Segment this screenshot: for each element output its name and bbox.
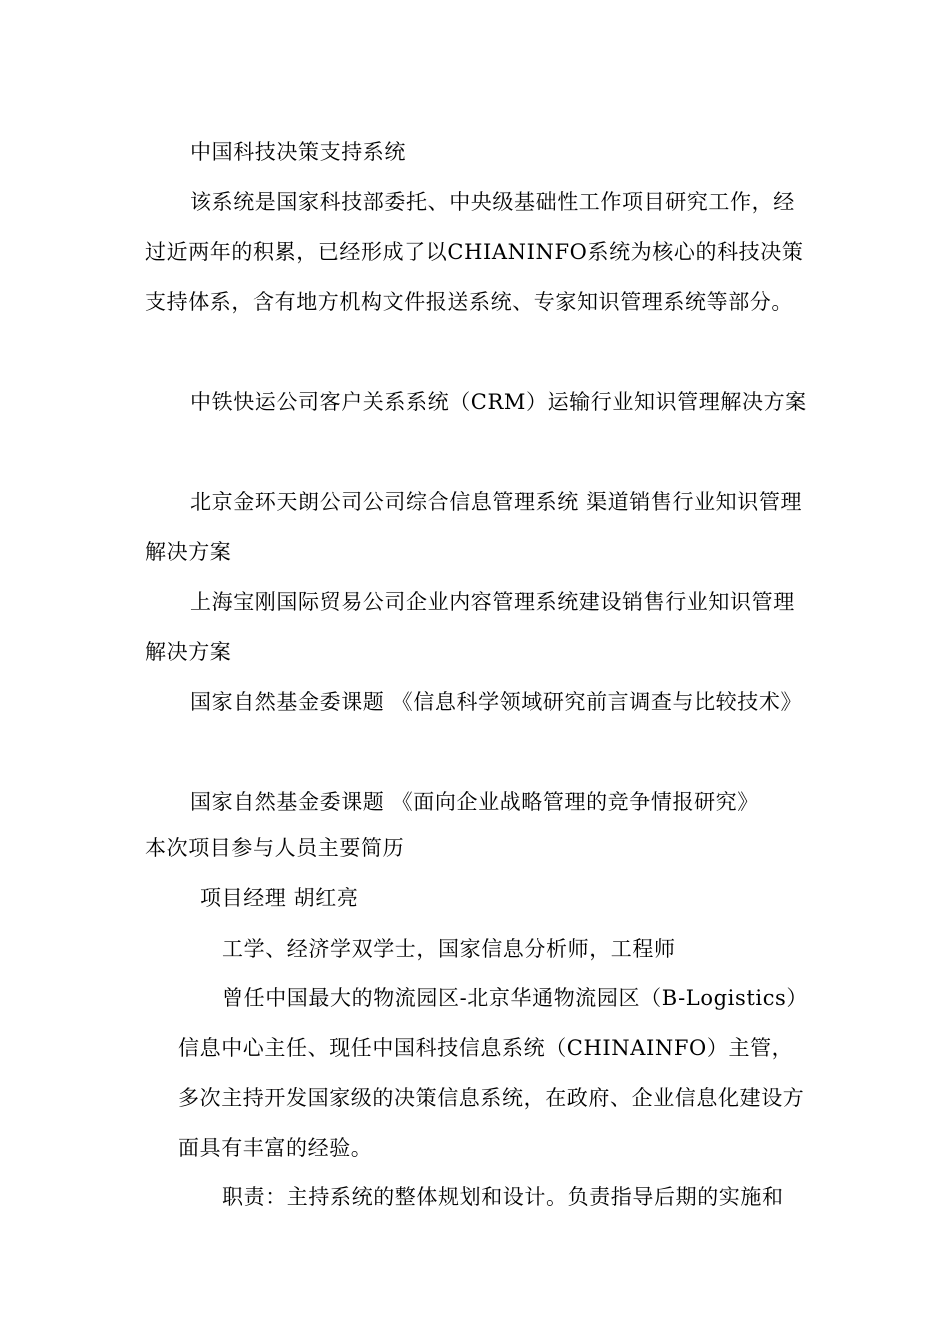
project-item-crm: 中铁快运公司客户关系系统（CRM）运输行业知识管理解决方案: [190, 390, 807, 414]
section-title: 本次项目参与人员主要简历: [145, 836, 405, 860]
person-responsibility: 职责：主持系统的整体规划和设计。负责指导后期的实施和: [222, 1185, 784, 1209]
project-item-baogang: 上海宝刚国际贸易公司企业内容管理系统建设销售行业知识管理解决方案: [145, 590, 795, 664]
project-item-nsfc-1: 国家自然基金委课题 《信息科学领域研究前言调查与比较技术》: [190, 690, 803, 714]
project-title-decision-support: 中国科技决策支持系统: [190, 140, 406, 164]
person-qualification: 工学、经济学双学士，国家信息分析师，工程师: [222, 937, 676, 961]
project-description-paragraph: 该系统是国家科技部委托、中央级基础性工作项目研究工作，经过近两年的积累，已经形成了以CHIANINFO系统为核心的科技决策支持体系，含有地方机构文件报送系统、专家知识管理系统等部分。: [145, 190, 804, 314]
person-experience: 曾任中国最大的物流园区-北京华通物流园区（B-Logistics）信息中心主任、现任中国科技信息系统（CHINAINFO）主管，多次主持开发国家级的决策信息系统，在政府、企业信息化建设方面具有丰富的经验。: [178, 986, 809, 1160]
person-name-line: 项目经理 胡红亮: [200, 886, 359, 910]
project-item-jinhuan: 北京金环天朗公司公司综合信息管理系统 渠道销售行业知识管理解决方案: [145, 490, 803, 564]
project-item-nsfc-2: 国家自然基金委课题 《面向企业战略管理的竞争情报研究》: [190, 790, 759, 814]
